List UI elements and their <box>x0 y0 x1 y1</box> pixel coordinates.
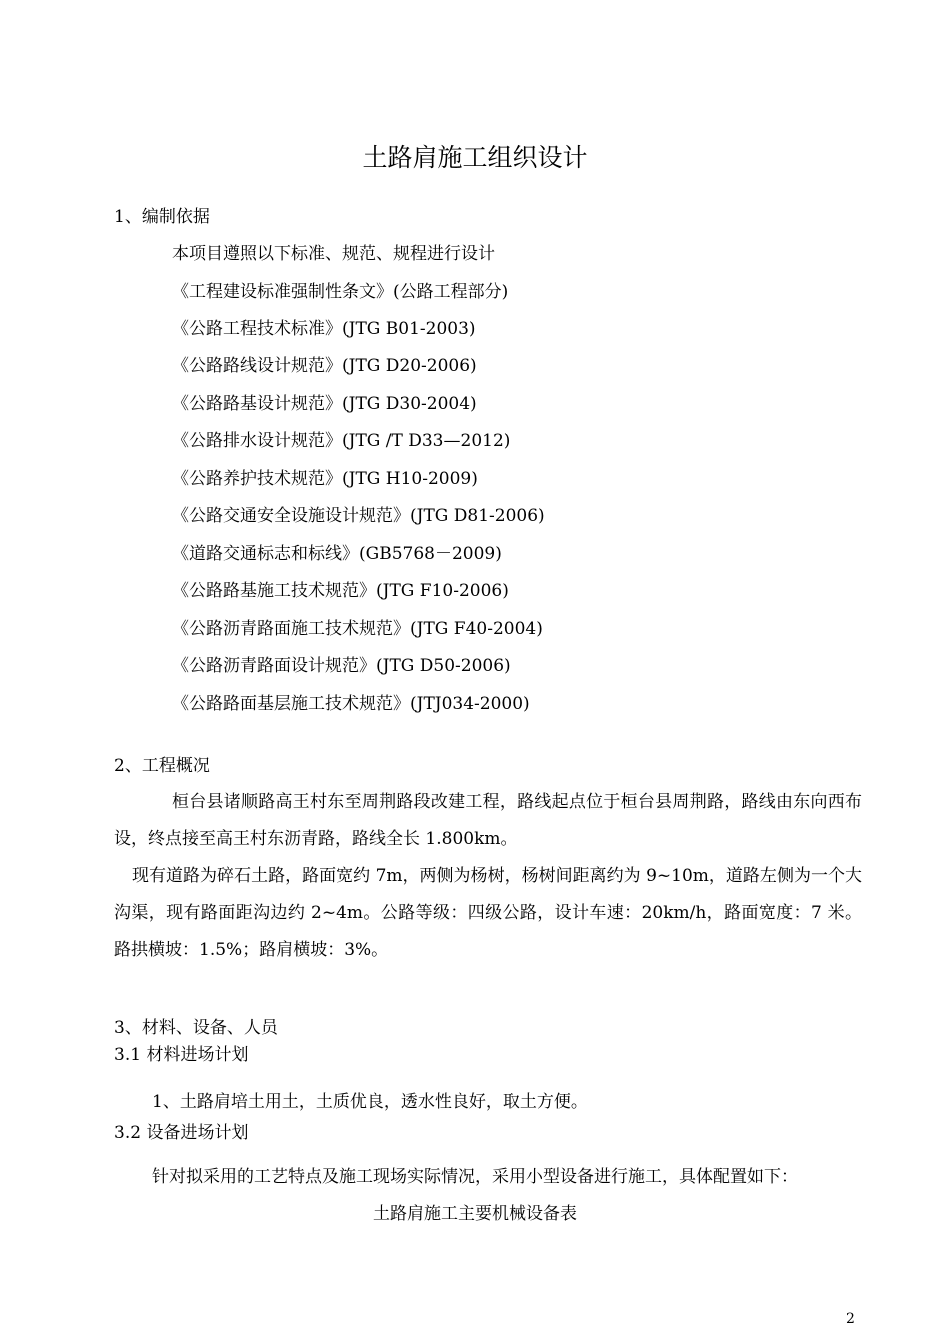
reference-item: 《公路路基设计规范》(JTG D30-2004) <box>172 394 477 414</box>
section-1-intro: 本项目遵照以下标准、规范、规程进行设计 <box>172 244 495 264</box>
reference-item: 《公路路基施工技术规范》(JTG F10-2006) <box>172 581 509 601</box>
section-1-heading: 1、编制依据 <box>114 207 210 227</box>
section-2-paragraph-1: 桓台县诸顺路高王村东至周荆路段改建工程，路线起点位于桓台县周荆路，路线由东向西布设，终点接至高王村东沥青路，路线全长 1.800km。 <box>114 792 862 849</box>
page-number: 2 <box>846 1311 855 1327</box>
reference-item: 《公路工程技术标准》(JTG B01-2003) <box>172 319 476 339</box>
reference-item: 《道路交通标志和标线》(GB5768－2009) <box>172 544 502 564</box>
reference-item: 《公路排水设计规范》(JTG /T D33—2012) <box>172 431 511 451</box>
section-3-2-text: 针对拟采用的工艺特点及施工现场实际情况，采用小型设备进行施工，具体配置如下： <box>152 1167 798 1187</box>
reference-item: 《公路养护技术规范》(JTG H10-2009) <box>172 469 478 489</box>
section-3-1-heading: 3.1 材料进场计划 <box>114 1045 249 1065</box>
reference-item: 《公路路面基层施工技术规范》(JTJ034-2000) <box>172 694 530 714</box>
section-3-2-heading: 3.2 设备进场计划 <box>114 1123 249 1143</box>
document-title: 土路肩施工组织设计 <box>362 143 588 172</box>
reference-item: 《公路沥青路面设计规范》(JTG D50-2006) <box>172 656 511 676</box>
reference-item: 《公路沥青路面施工技术规范》(JTG F40-2004) <box>172 619 543 639</box>
reference-item: 《工程建设标准强制性条文》(公路工程部分) <box>172 282 509 302</box>
reference-item: 《公路交通安全设施设计规范》(JTG D81-2006) <box>172 506 545 526</box>
section-2-heading: 2、工程概况 <box>114 756 210 776</box>
section-3-1-item: 1、土路肩培土用土，土质优良，透水性良好，取土方便。 <box>152 1092 588 1112</box>
reference-item: 《公路路线设计规范》(JTG D20-2006) <box>172 356 477 376</box>
section-3-heading: 3、材料、设备、人员 <box>114 1018 278 1038</box>
table-caption: 土路肩施工主要机械设备表 <box>373 1204 577 1224</box>
section-2-paragraph-2: 现有道路为碎石土路，路面宽约 7m，两侧为杨树，杨树间距离约为 9~10m，道路左侧为一个大沟渠，现有路面距沟边约 2~4m。公路等级：四级公路，设计车速：20km/h，路面宽度：7 米。路拱横坡：1.5%；路肩横坡：3%。 <box>114 866 862 960</box>
